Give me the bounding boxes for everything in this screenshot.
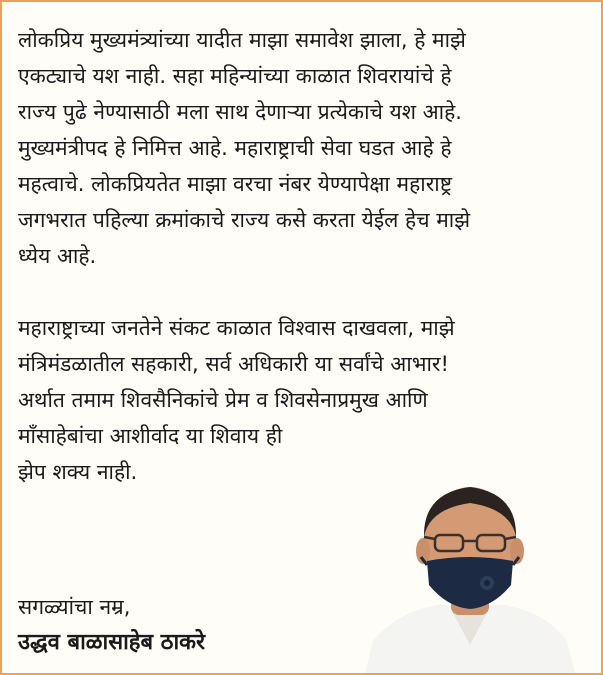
signature-name: उद्धव बाळासाहेब ठाकरे: [18, 630, 206, 655]
text-line: अर्थात तमाम शिवसैनिकांचे प्रेम व शिवसेनाप्रमुख आणि: [18, 388, 428, 412]
paragraph-2: [18, 310, 586, 490]
letter-closing: [18, 589, 205, 661]
text-line: मुख्यमंत्रीपद हे निमित्त आहे. महाराष्ट्राची सेवा घडत आहे हे: [18, 136, 452, 160]
paragraph-1: [18, 22, 586, 274]
text-line: मंत्रिमंडळातील सहकारी, सर्व अधिकारी या सर्वांचे आभार!: [18, 352, 449, 376]
text-line: जगभरात पहिल्या क्रमांकाचे राज्य कसे करता येईल हेच माझे: [18, 208, 471, 232]
paragraph-gap: [18, 274, 586, 310]
text-line: झेप शक्य नाही.: [18, 460, 138, 484]
portrait-photo: [365, 473, 575, 673]
letter-body: [18, 22, 586, 490]
text-line: ध्येय आहे.: [18, 244, 97, 268]
text-line: माँसाहेबांचा आशीर्वाद या शिवाय ही: [18, 424, 283, 448]
text-line: लोकप्रिय मुख्यमंत्र्यांच्या यादीत माझा समावेश झाला, हे माझे: [18, 28, 466, 52]
text-line: एकट्याचे यश नाही. सहा महिन्यांच्या काळात शिवरायांचे हे: [18, 64, 452, 88]
portrait-mask: [427, 557, 513, 609]
text-line: राज्य पुढे नेण्यासाठी मला साथ देणाऱ्या प्रत्येकाचे यश आहे.: [18, 100, 462, 124]
text-line: महत्वाचे. लोकप्रियतेत माझा वरचा नंबर येण्यापेक्षा महाराष्ट्र: [18, 172, 452, 196]
closing-salutation: सगळ्यांचा नम्र,: [18, 595, 131, 619]
text-line: महाराष्ट्राच्या जनतेने संकट काळात विश्वास दाखवला, माझे: [18, 316, 455, 340]
